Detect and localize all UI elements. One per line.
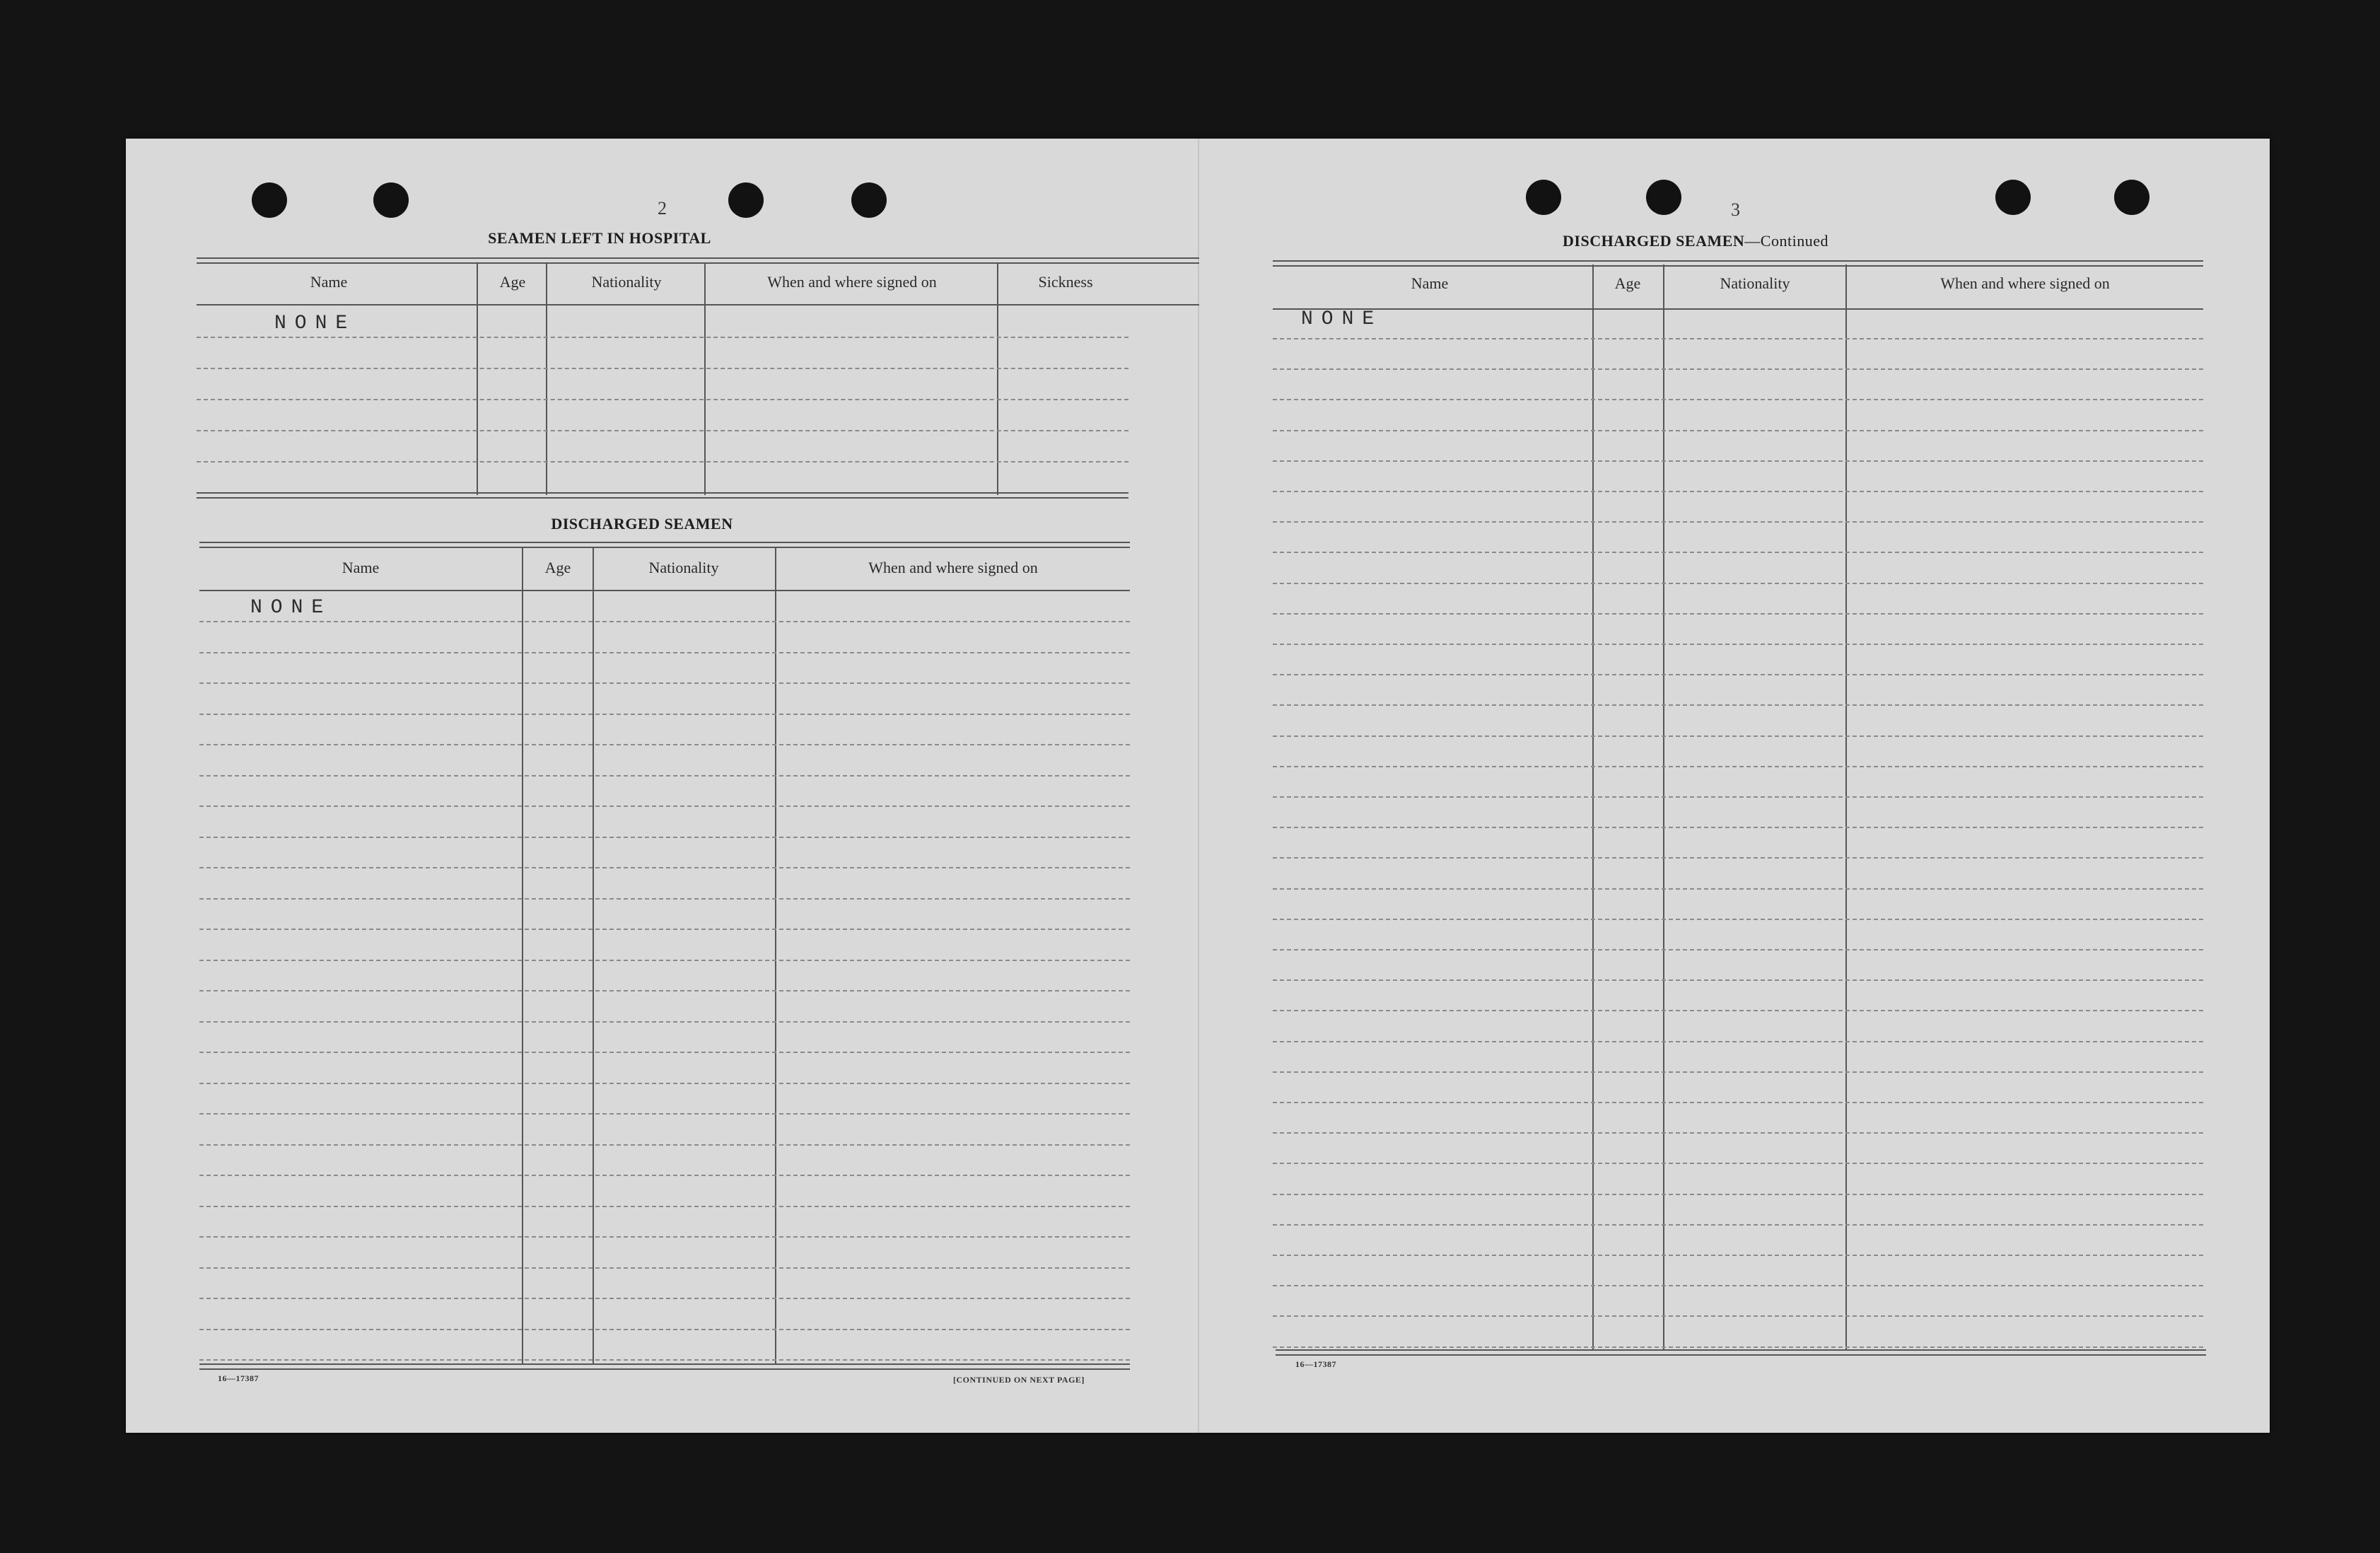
typed-entry-none: NONE [250,597,332,619]
continued-note: [CONTINUED ON NEXT PAGE] [953,1375,1085,1385]
row-line [1273,1194,2203,1195]
form-number: 16—17387 [218,1373,259,1383]
row-line [1273,1224,2203,1226]
row-line [1273,857,2203,859]
col-divider [1845,264,1847,1351]
row-line [1273,1163,2203,1164]
row-line [1273,1041,2203,1042]
header-bottom-rule [197,304,1199,306]
row-line [199,867,1130,868]
section-bottom-rule [199,1363,1130,1370]
punch-hole [728,182,764,218]
row-line [1273,674,2203,675]
row-line [197,430,1128,431]
punch-hole [1995,180,2031,215]
col-header-signed-on: When and where signed on [1940,274,2110,292]
col-header-age: Age [544,559,571,576]
row-line [199,1267,1130,1269]
punch-hole [252,182,287,218]
col-divider [546,263,547,495]
row-line [1273,979,2203,981]
document-sheet [126,139,2270,1433]
col-divider [522,547,523,1365]
row-line [1273,1346,2203,1348]
col-header-name: Name [310,273,348,291]
col-divider [477,263,478,495]
row-line [1273,338,2203,339]
col-header-signed-on: When and where signed on [868,559,1038,576]
row-line [1273,491,2203,492]
row-line [199,1236,1130,1238]
section-title-discharged: DISCHARGED SEAMEN [551,515,733,533]
section-title-discharged-continued [1512,232,1879,250]
row-line [1273,796,2203,798]
row-line [199,1329,1130,1330]
col-header-age: Age [1614,274,1641,292]
row-line [1273,368,2203,370]
col-header-age: Age [499,273,526,291]
header-bottom-rule [199,590,1130,591]
row-line [1273,613,2203,615]
row-line [199,682,1130,684]
col-divider [775,547,776,1365]
row-line [1273,1102,2203,1103]
col-header-signed-on: When and where signed on [767,273,937,291]
row-line [1273,430,2203,431]
row-line [1273,583,2203,584]
col-header-nationality: Nationality [1720,274,1790,292]
row-line [1273,644,2203,645]
row-line [1273,735,2203,737]
row-line [199,1175,1130,1176]
row-line [1273,460,2203,462]
row-line [1273,399,2203,400]
row-line [199,1083,1130,1084]
row-line [199,775,1130,776]
row-line [199,805,1130,807]
row-line [199,960,1130,961]
typed-entry-none: NONE [1301,308,1383,330]
col-divider [1663,264,1664,1351]
row-line [199,929,1130,930]
row-line [1273,766,2203,767]
row-line [197,337,1128,338]
row-line [1273,521,2203,523]
row-line [1273,552,2203,553]
row-line [197,399,1128,400]
punch-hole [851,182,887,218]
section-bottom-rule [1276,1349,2206,1356]
row-line [199,652,1130,653]
typed-entry-none: NONE [274,313,356,335]
title-continued: —Continued [1744,232,1828,250]
row-line [1273,1285,2203,1286]
col-divider [593,547,594,1365]
page-fold [1198,139,1199,1433]
row-line [199,621,1130,622]
row-line [1273,1071,2203,1073]
row-line [1273,827,2203,828]
section-title-hospital: SEAMEN LEFT IN HOSPITAL [488,229,711,247]
row-line [199,898,1130,900]
col-header-nationality: Nationality [648,559,719,576]
row-line [197,368,1128,369]
col-header-name: Name [342,559,380,576]
page-number: 3 [1731,199,1740,220]
row-line [197,461,1128,463]
row-line [199,1144,1130,1146]
row-line [1273,1132,2203,1134]
col-header-nationality: Nationality [591,273,662,291]
col-header-name: Name [1411,274,1449,292]
row-line [199,714,1130,715]
col-header-sickness: Sickness [1038,273,1093,291]
row-line [199,1298,1130,1299]
row-line [199,1021,1130,1023]
row-line [1273,949,2203,950]
row-line [199,744,1130,745]
col-divider [997,263,998,495]
punch-hole [1646,180,1681,215]
header-bottom-rule [1273,308,2203,310]
col-divider [704,263,706,495]
header-rule [1273,260,2203,267]
punch-hole [373,182,409,218]
row-line [1273,919,2203,920]
row-line [1273,704,2203,706]
row-line [199,1052,1130,1053]
header-rule [199,542,1130,548]
punch-hole [2114,180,2149,215]
row-line [199,990,1130,991]
header-rule [197,257,1199,264]
page-number: 2 [658,198,667,219]
section-bottom-rule [197,492,1128,499]
row-line [1273,1315,2203,1317]
punch-hole [1526,180,1561,215]
row-line [199,1206,1130,1207]
title-main: DISCHARGED SEAMEN [1563,232,1745,250]
row-line [1273,888,2203,890]
form-number: 16—17387 [1295,1359,1336,1369]
row-line [199,1113,1130,1115]
col-divider [1592,264,1594,1351]
row-line [1273,1255,2203,1256]
row-line [199,837,1130,838]
row-line [199,1359,1130,1361]
row-line [1273,1010,2203,1011]
